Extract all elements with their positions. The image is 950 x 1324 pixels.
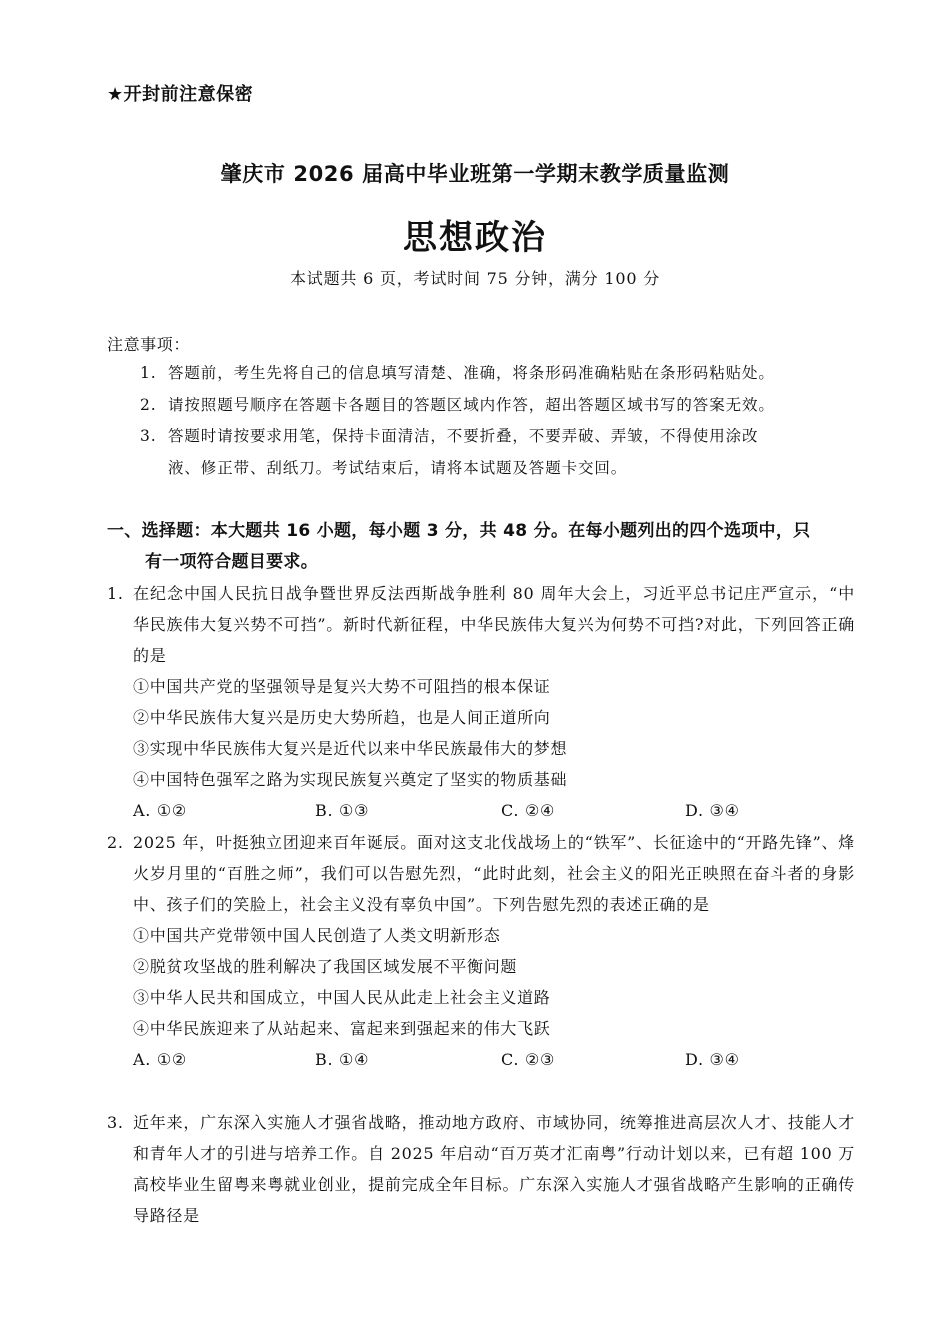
- question-number: 1.: [107, 584, 124, 603]
- question-number: 3.: [107, 1113, 124, 1132]
- note-text: 答题时请按要求用笔，保持卡面清洁，不要折叠，不要弄破、弄皱，不得使用涂改: [168, 427, 759, 445]
- option-d: D. ③④: [685, 801, 740, 820]
- statement-item: ③实现中华民族伟大复兴是近代以来中华民族最伟大的梦想: [133, 739, 568, 758]
- question-3: [107, 1107, 855, 1231]
- note-number: 1.: [140, 364, 157, 382]
- note-text: 答题前，考生先将自己的信息填写清楚、准确，将条形码准确粘贴在条形码粘贴处。: [168, 364, 775, 382]
- question-number: 2.: [107, 833, 124, 852]
- statement-item: ②中华民族伟大复兴是历史大势所趋，也是人间正道所向: [133, 708, 551, 727]
- option-a: A. ①②: [133, 801, 187, 820]
- note-number: 2.: [140, 396, 157, 414]
- confidential-notice: ★开封前注意保密: [107, 84, 254, 105]
- note-text: 请按照题号顺序在答题卡各题目的答题区域内作答，超出答题区域书写的答案无效。: [168, 396, 775, 414]
- statement-item: ④中华民族迎来了从站起来、富起来到强起来的伟大飞跃: [133, 1019, 551, 1038]
- exam-info: 本试题共 6 页，考试时间 75 分钟，满分 100 分: [290, 269, 660, 288]
- statement-item: ④中国特色强军之路为实现民族复兴奠定了坚实的物质基础: [133, 770, 568, 789]
- option-b: B. ①③: [315, 801, 370, 820]
- notes-heading: 注意事项：: [107, 335, 191, 354]
- statement-item: ①中国共产党的坚强领导是复兴大势不可阻挡的根本保证: [133, 677, 551, 696]
- note-number: 3.: [140, 427, 157, 445]
- answer-options: [133, 1044, 855, 1075]
- exam-title: 肇庆市 2026 届高中毕业班第一学期末教学质量监测: [220, 162, 730, 186]
- answer-options: [133, 795, 855, 826]
- section-heading: [107, 516, 855, 578]
- subject-title: 思想政治: [403, 218, 547, 258]
- note-item: [140, 357, 855, 389]
- section-heading-line: 有一项符合题目要求。: [145, 552, 318, 572]
- question-stem: 在纪念中国人民抗日战争暨世界反法西斯战争胜利 80 周年大会上，习近平总书记庄严宣示，“中华民族伟大复兴势不可挡”。新时代新征程，中华民族伟大复兴为何势不可挡?对此，下列回答正确的是: [133, 584, 855, 665]
- option-d: D. ③④: [685, 1050, 740, 1069]
- note-item: [140, 389, 855, 421]
- option-b: B. ①④: [315, 1050, 370, 1069]
- note-text: 液、修正带、刮纸刀。考试结束后，请将本试题及答题卡交回。: [168, 459, 628, 477]
- statement-item: ①中国共产党带领中国人民创造了人类文明新形态: [133, 926, 501, 945]
- question-1: [107, 578, 855, 826]
- section-heading-line: 一、选择题：本大题共 16 小题，每小题 3 分，共 48 分。在每小题列出的四个选项中，只: [107, 521, 811, 541]
- question-stem: 2025 年，叶挺独立团迎来百年诞辰。面对这支北伐战场上的“铁军”、长征途中的“开路先锋”、烽火岁月里的“百胜之师”，我们可以告慰先烈，“此时此刻，社会主义的阳光正映照在奋斗者的身影中、孩子们的笑脸上，社会主义没有辜负中国”。下列告慰先烈的表述正确的是: [133, 833, 855, 914]
- question-2: [107, 827, 855, 1075]
- option-a: A. ①②: [133, 1050, 187, 1069]
- note-item: [140, 420, 855, 484]
- option-c: C. ②④: [501, 801, 556, 820]
- statement-item: ②脱贫攻坚战的胜利解决了我国区域发展不平衡问题: [133, 957, 518, 976]
- option-c: C. ②③: [501, 1050, 556, 1069]
- question-stem: 近年来，广东深入实施人才强省战略，推动地方政府、市域协同，统筹推进高层次人才、技能人才和青年人才的引进与培养工作。自 2025 年启动“百万英才汇南粤”行动计划以来，已有超 100 万高校毕业生留粤来粤就业创业，提前完成全年目标。广东深入实施人才强省战略产生影响的正确传导路径是: [133, 1113, 855, 1225]
- statement-item: ③中华人民共和国成立，中国人民从此走上社会主义道路: [133, 988, 551, 1007]
